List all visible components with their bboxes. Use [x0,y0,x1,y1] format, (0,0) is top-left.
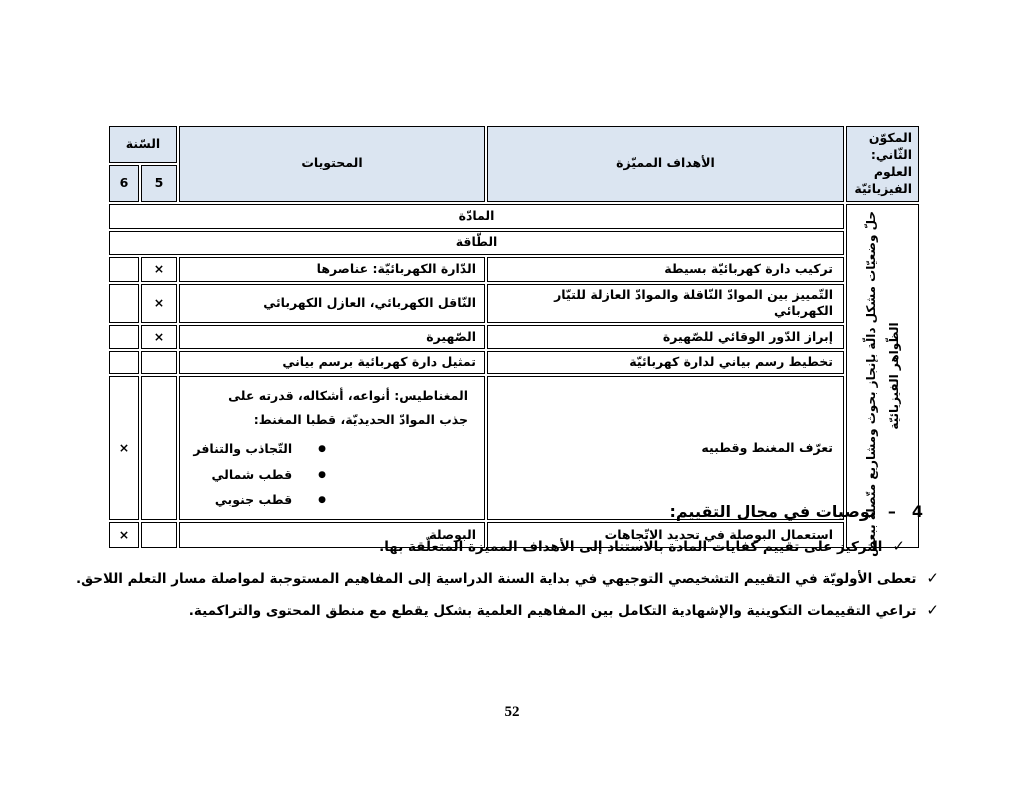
bullet-icon: ● [318,469,326,480]
content-cell: الدّارة الكهربائيّة: عناصرها [179,257,485,282]
objective-cell: تخطيط رسم بياني لدارة كهربائيّة [487,351,844,374]
year6-mark-cell [109,284,139,324]
year5-mark-cell [141,376,177,520]
year6-mark-cell [109,351,139,374]
recommendation-text: التركيز على تقييم كفايات المادة بالاستناد إلى الأهداف المميزة المتعلّقة بها. [379,539,883,555]
bullet-text: التّجاذب والتنافر [193,440,293,456]
vertical-note-cell [846,204,919,557]
bullet-item [188,432,476,458]
year5-mark-cell: × [141,257,177,282]
magnet-intro-text: المغناطيس: أنواعه، أشكاله، قدرته على جذب الموادّ الحديديّة، قطبا المغنط: [228,388,468,427]
header-component-line2: العلوم الفيزيائيّة [854,163,912,196]
recommendation-item [40,569,939,587]
objective-cell: التّمييز بين الموادّ النّاقلة والموادّ العازلة للتيّار الكهربائي [487,284,844,324]
bullet-text: قطب جنوبي [214,492,293,508]
recommendations-section [40,502,939,633]
table-row [109,257,919,282]
recommendation-item [40,601,939,619]
bullet-icon: ● [318,443,326,454]
vertical-note-line2: الظّواهر الفيزيائيّة [886,322,901,430]
year6-mark-cell: × [109,522,139,548]
heading-dash: – [887,502,896,521]
objective-cell: تركيب دارة كهربائيّة بسيطة [487,257,844,282]
bullet-text: قطب شمالي [211,466,293,482]
header-component-line1: المكوّن الثّاني: [868,130,912,162]
bullet-item [188,458,476,484]
heading-text: توصيات في مجال التقييم: [669,502,876,521]
year5-mark-cell: × [141,325,177,349]
content-cell: النّاقل الكهربائي، العازل الكهربائي [179,284,485,324]
page-number: 52 [504,704,520,720]
recommendations-heading [40,502,923,521]
checkmark-icon: ✓ [926,569,939,587]
content-cell: تمثيل دارة كهربائية برسم بياني [179,351,485,374]
curriculum-table [107,124,921,557]
content-cell-magnet [179,376,485,520]
heading-number: 4 [911,502,923,521]
recommendation-text: تراعي التقييمات التكوينية والإشهادية التكامل بين المفاهيم العلمية بشكل يقطع مع منطق المحتوى والتراكمية. [188,603,917,619]
objective-cell: تعرّف المغنط وقطبيه [487,376,844,520]
bullet-icon: ● [318,495,326,506]
table-row [109,351,919,374]
table-row [109,325,919,349]
year5-mark-cell: × [141,284,177,324]
checkmark-icon: ✓ [892,537,905,555]
objective-cell: إبراز الدّور الوقائي للصّهيرة [487,325,844,349]
objective-cell: استعمال البوصلة في تحديد الاتّجاهات [487,522,844,548]
recommendation-item [40,537,905,555]
header-component [846,126,919,202]
year5-mark-cell [141,351,177,374]
header-year: السّنة [109,126,177,163]
content-cell: الصّهيرة [179,325,485,349]
header-year-6: 6 [109,165,139,202]
checkmark-icon: ✓ [926,601,939,619]
year6-mark-cell [109,257,139,282]
year6-mark-cell: × [109,376,139,520]
header-contents: المحتويات [179,126,485,202]
section-row-matter: المادّة [109,204,844,229]
vertical-note-text [860,210,906,557]
recommendation-text: تعطى الأولويّة في التقييم التشخيصي التوجيهي في بداية السنة الدراسية إلى المفاهيم المستوجبة لمواصلة مسار التعلم اللاحق. [75,571,917,587]
header-objectives: الأهداف المميّزة [487,126,844,202]
vertical-note-line1: حلّ وضعيّات مشكل دالّة بإنجاز بحوث ومشاريع متّصلة ببعض [863,210,878,557]
header-year-5: 5 [141,165,177,202]
year6-mark-cell [109,325,139,349]
table-row [109,284,919,324]
table-row-magnet [109,376,919,520]
section-row-energy: الطّاقة [109,231,844,255]
content-cell: البوصلة [179,522,485,548]
